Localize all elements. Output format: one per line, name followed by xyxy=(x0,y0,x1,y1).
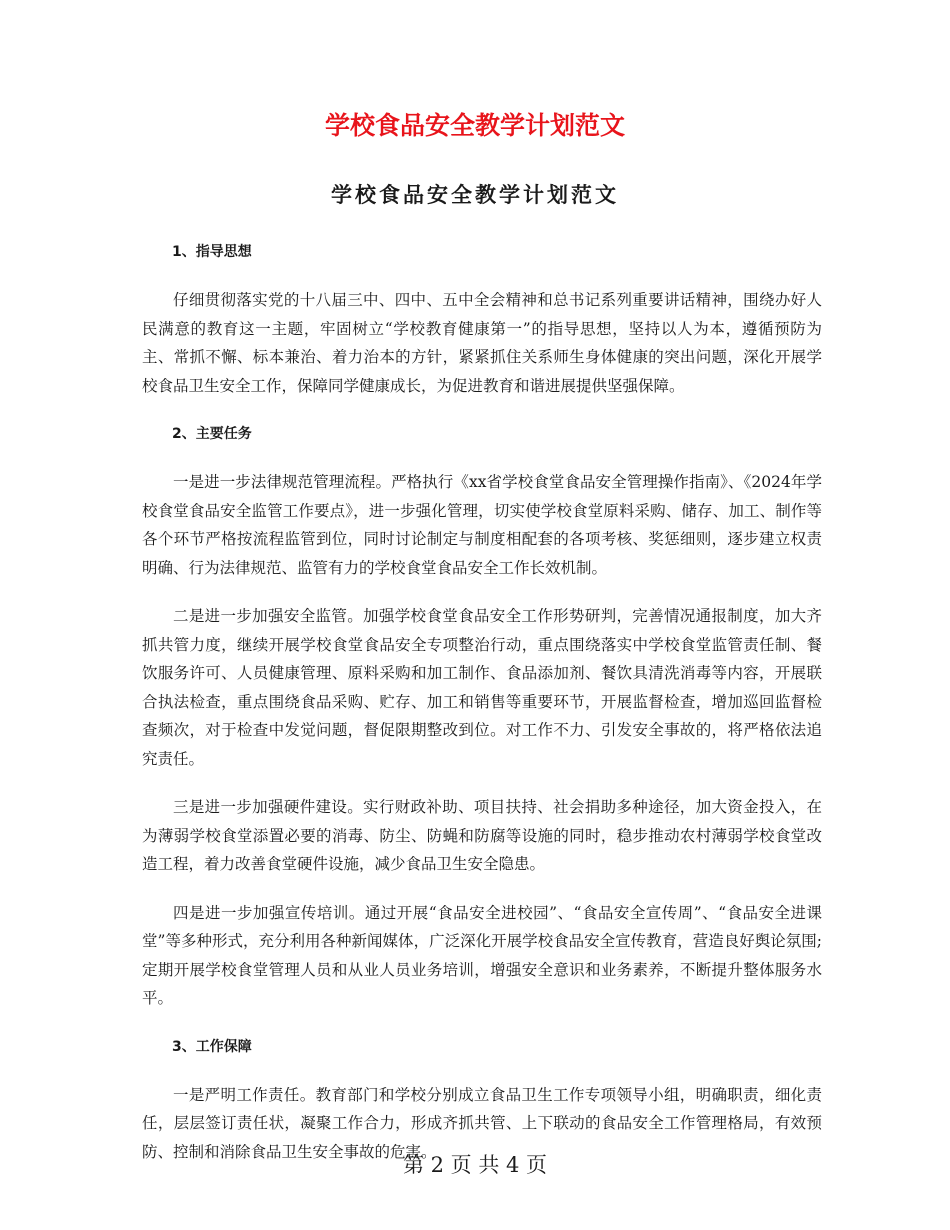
page-subtitle: 学校食品安全教学计划范文 xyxy=(331,182,619,207)
section-guiding-ideology xyxy=(142,238,822,400)
section-heading: 3、工作保障 xyxy=(172,1038,252,1055)
section-main-tasks xyxy=(142,420,822,1013)
paragraph: 四是进一步加强宣传培训。通过开展“食品安全进校园”、“食品安全宣传周”、“食品安全进课堂”等多种形式，充分利用各种新闻媒体，广泛深化开展学校食品安全宣传教育，营造良好舆论氛围;定期开展学校食堂管理人员和从业人员业务培训，增强安全意识和业务素养，不断提升整体服务水平。 xyxy=(142,903,822,1007)
section-heading: 2、主要任务 xyxy=(172,426,252,442)
paragraph: 一是进一步法律规范管理流程。严格执行《xx省学校食堂食品安全管理操作指南》、《2024年学校食堂食品安全监管工作要点》，进一步强化管理，切实使学校食堂原料采购、储存、加工、制作等各个环节严格按流程监管到位，同时讨论制定与制度相配套的各项考核、奖惩细则，逐步建立权责明确、行为法律规范、监管有力的学校食堂食品安全工作长效机制。 xyxy=(142,473,822,577)
page-number-footer: 第 2 页 共 4 页 xyxy=(402,1153,548,1177)
paragraph: 三是进一步加强硬件建设。实行财政补助、项目扶持、社会捐助多种途径，加大资金投入，在为薄弱学校食堂添置必要的消毒、防尘、防蝇和防腐等设施的同时，稳步推动农村薄弱学校食堂改造工程，着力改善食堂硬件设施，减少食品卫生安全隐患。 xyxy=(142,798,822,873)
section-work-guarantee xyxy=(142,1033,822,1167)
paragraph: 二是进一步加强安全监管。加强学校食堂食品安全工作形势研判，完善情况通报制度，加大齐抓共管力度，继续开展学校食堂食品安全专项整治行动，重点围绕落实中学校食堂监管责任制、餐饮服务许可、人员健康管理、原料采购和加工制作、食品添加剂、餐饮具清洗消毒等内容，开展联合执法检查，重点围绕食品采购、贮存、加工和销售等重要环节，开展监督检查，增加巡回监督检查频次，对于检查中发觉问题，督促限期整改到位。对工作不力、引发安全事故的，将严格依法追究责任。 xyxy=(142,607,822,768)
paragraph: 一是严明工作责任。教育部门和学校分别成立食品卫生工作专项领导小组，明确职责，细化责任，层层签订责任状，凝聚工作合力，形成齐抓共管、上下联动的食品安全工作管理格局，有效预防、控制和消除食品卫生安全事故的危害。 xyxy=(142,1085,822,1161)
paragraph: 仔细贯彻落实党的十八届三中、四中、五中全会精神和总书记系列重要讲话精神，围绕办好人民满意的教育这一主题，牢固树立“学校教育健康第一”的指导思想，坚持以人为本，遵循预防为主、常抓不懈、标本兼治、着力治本的方针，紧紧抓住关系师生身体健康的突出问题，深化开展学校食品卫生安全工作，保障同学健康成长，为促进教育和谐进展提供坚强保障。 xyxy=(142,291,822,395)
section-heading: 1、指导思想 xyxy=(172,244,252,260)
document-body xyxy=(142,238,822,1186)
page-title: 学校食品安全教学计划范文 xyxy=(324,111,625,140)
